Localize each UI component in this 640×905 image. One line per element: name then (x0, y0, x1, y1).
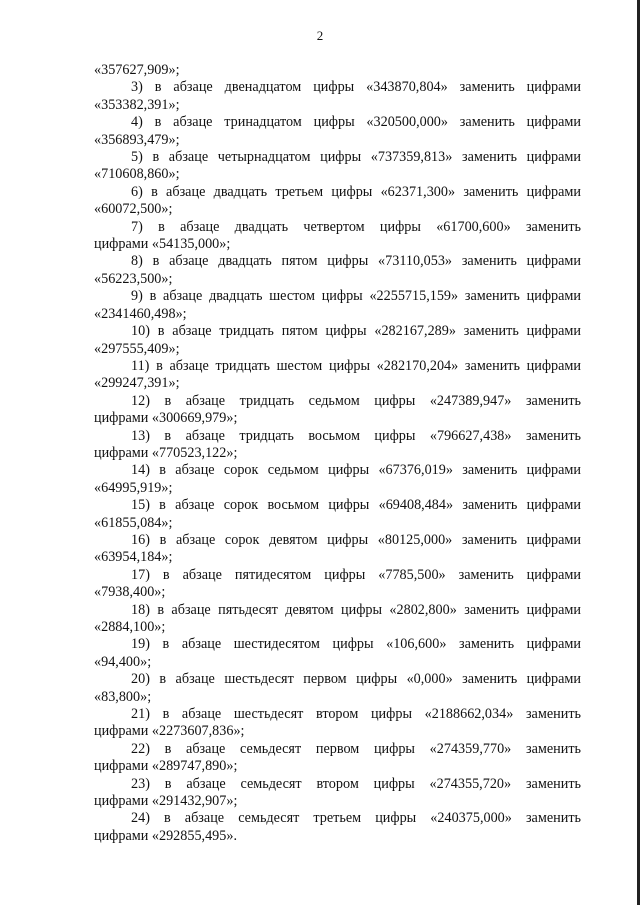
amendment-item-line: 5) в абзаце четырнадцатом цифры «737359,813» заменить цифрами (131, 149, 581, 166)
amendment-item-line: 4) в абзаце тринадцатом цифры «320500,000» заменить цифрами (131, 114, 581, 131)
amendment-continuation-line: цифрами «289747,890»; (94, 758, 238, 775)
amendment-item-line: 18) в абзаце пятьдесят девятом цифры «2802,800» заменить цифрами (131, 601, 581, 618)
amendment-item-line: 16) в абзаце сорок девятом цифры «80125,000» заменить цифрами (131, 531, 581, 548)
amendment-continuation-line: цифрами «291432,907»; (94, 793, 238, 810)
amendment-item-line: 11) в абзаце тридцать шестом цифры «282170,204» заменить цифрами (131, 357, 581, 374)
amendment-continuation-line: «94,400»; (94, 653, 152, 670)
amendment-item-line: 20) в абзаце шестьдесят первом цифры «0,000» заменить цифрами (131, 671, 581, 688)
amendment-item-line: 19) в абзаце шестидесятом цифры «106,600» заменить цифрами (131, 636, 581, 653)
amendment-item-line: 8) в абзаце двадцать пятом цифры «73110,053» заменить цифрами (131, 253, 581, 270)
amendment-continuation-line: «2341460,498»; (94, 305, 187, 322)
amendment-continuation-line: «64995,919»; (94, 479, 173, 496)
amendment-continuation-line: цифрами «292855,495». (94, 827, 238, 844)
amendment-item-line: 21) в абзаце шестьдесят втором цифры «2188662,034» заменить (131, 706, 581, 723)
amendment-item-line: 12) в абзаце тридцать седьмом цифры «247389,947» заменить (131, 392, 581, 409)
amendment-item-line: 6) в абзаце двадцать третьем цифры «62371,300» заменить цифрами (131, 183, 581, 200)
amendment-continuation-line: «299247,391»; (94, 375, 180, 392)
amendment-continuation-line: «357627,909»; (94, 62, 180, 78)
amendment-continuation-line: «61855,084»; (94, 514, 173, 531)
amendment-continuation-line: «297555,409»; (94, 340, 180, 357)
amendment-continuation-line: «356893,479»; (94, 131, 180, 148)
document-body (94, 62, 581, 845)
amendment-continuation-line: «7938,400»; (94, 584, 166, 601)
amendment-item-line: 9) в абзаце двадцать шестом цифры «2255715,159» заменить цифрами (131, 288, 581, 305)
amendment-continuation-line: «63954,184»; (94, 549, 173, 566)
amendment-item-line: 14) в абзаце сорок седьмом цифры «67376,019» заменить цифрами (131, 462, 581, 479)
amendment-item-line: 23) в абзаце семьдесят втором цифры «274355,720» заменить (131, 775, 581, 792)
amendment-continuation-line: цифрами «54135,000»; (94, 236, 231, 253)
amendment-continuation-line: «56223,500»; (94, 270, 173, 287)
amendment-continuation-line: цифрами «770523,122»; (94, 444, 238, 461)
amendment-item-line: 15) в абзаце сорок восьмом цифры «69408,484» заменить цифрами (131, 497, 581, 514)
amendment-continuation-line: цифрами «2273607,836»; (94, 723, 245, 740)
amendment-item-line: 17) в абзаце пятидесятом цифры «7785,500» заменить цифрами (131, 566, 581, 583)
amendment-continuation-line: «710608,860»; (94, 166, 180, 183)
amendment-continuation-line: «83,800»; (94, 688, 152, 705)
amendment-item-line: 13) в абзаце тридцать восьмом цифры «796627,438» заменить (131, 427, 581, 444)
amendment-item-line: 3) в абзаце двенадцатом цифры «343870,804» заменить цифрами (131, 79, 581, 96)
amendment-continuation-line: цифрами «300669,979»; (94, 410, 238, 427)
amendment-item-line: 10) в абзаце тридцать пятом цифры «282167,289» заменить цифрами (131, 323, 581, 340)
amendment-continuation-line: «60072,500»; (94, 201, 173, 218)
amendment-continuation-line: «2884,100»; (94, 619, 166, 635)
amendment-continuation-line: «353382,391»; (94, 96, 180, 113)
page-number: 2 (316, 28, 324, 43)
amendment-item-line: 22) в абзаце семьдесят первом цифры «274359,770» заменить (131, 740, 581, 757)
amendment-item-line: 7) в абзаце двадцать четвертом цифры «61700,600» заменить (131, 218, 581, 235)
amendment-item-line: 24) в абзаце семьдесят третьем цифры «240375,000» заменить (131, 810, 581, 827)
